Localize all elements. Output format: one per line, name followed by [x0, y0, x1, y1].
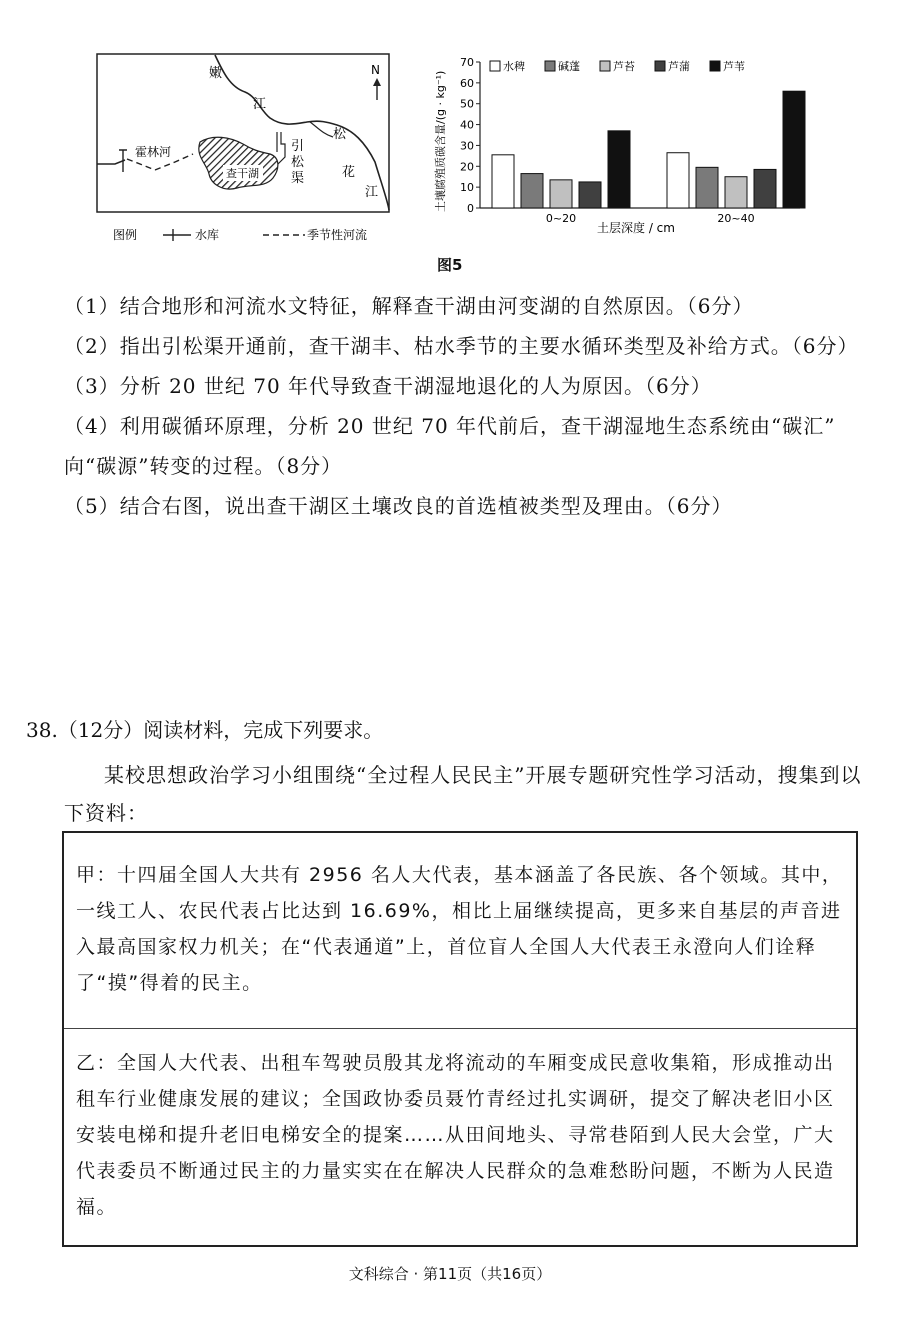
chart-svg [432, 52, 812, 242]
y-tick-label: 20 [460, 160, 474, 174]
legend-label: 芦苇 [723, 60, 745, 73]
y-tick-label: 60 [460, 76, 474, 90]
huolin-label: 霍林河 [135, 145, 172, 159]
y-tick-label: 70 [460, 56, 474, 69]
reservoir-symbol [119, 150, 127, 172]
canal-label-1: 引 [291, 139, 305, 154]
legend-label: 碱蓬 [558, 60, 580, 73]
legend-seasonal: 季节性河流 [307, 228, 368, 242]
legend-label: 芦蒲 [668, 60, 690, 73]
x-axis-label: 土层深度 / cm [597, 221, 675, 235]
y-tick-label: 50 [460, 97, 474, 111]
label-jiang: 江 [365, 185, 379, 200]
material-divider [64, 1028, 856, 1029]
page-footer: 文科综合 · 第11页（共16页） [348, 1265, 552, 1283]
bar [492, 155, 514, 208]
question-38-intro: 某校思想政治学习小组围绕“全过程人民民主”开展专题研究性学习活动，搜集到以下资料： [64, 763, 862, 825]
chagan-lake [199, 137, 278, 189]
legend-swatch [490, 61, 500, 71]
canal-label-2: 松 [291, 155, 305, 170]
legend-reservoir-symbol [163, 229, 191, 241]
question-4-line-1: （4）利用碳循环原理，分析 20 世纪 70 年代前后，查干湖湿地生态系统由“碳汇” [64, 414, 836, 438]
legend-swatch [600, 61, 610, 71]
y-tick-label: 30 [460, 139, 474, 153]
question-5: （5）结合右图，说出查干湖区土壤改良的首选植被类型及理由。（6分） [64, 494, 733, 518]
legend-reservoir: 水库 [195, 228, 220, 242]
question-4-line-2: 向“碳源”转变的过程。（8分） [64, 454, 343, 478]
y-axis-label: 土壤腐殖质碳含量/(g · kg⁻¹) [434, 70, 447, 212]
bar-chart [432, 52, 812, 242]
y-tick-label: 0 [467, 202, 474, 215]
label-nen-2: 江 [253, 97, 267, 112]
question-1: （1）结合地形和河流水文特征，解释查干湖由河变湖的自然原因。（6分） [64, 294, 754, 318]
label-hua: 花 [342, 165, 356, 180]
x-tick-label: 0~20 [545, 212, 577, 225]
y-tick-label: 40 [460, 118, 474, 132]
legend-title: 图例 [113, 228, 138, 242]
question-3: （3）分析 20 世纪 70 年代导致查干湖湿地退化的人为原因。（6分） [64, 374, 712, 398]
bar [521, 174, 543, 208]
bar [725, 177, 747, 208]
question-38-heading: 38.（12分）阅读材料，完成下列要求。 [26, 718, 384, 742]
bar [608, 131, 630, 208]
north-label: N [371, 63, 380, 77]
seasonal-river [127, 159, 155, 170]
north-arrow-head [373, 78, 381, 86]
bar [550, 180, 572, 208]
legend-label: 水稗 [503, 60, 525, 73]
canal-label-3: 渠 [291, 171, 305, 186]
huolin-river [97, 160, 125, 164]
lake-label: 查干湖 [226, 167, 259, 180]
material-jia: 甲：十四届全国人大共有 2956 名人大代表，基本涵盖了各民族、各个领域。其中，一线工人、农民代表占比达到 16.69%，相比上届继续提高，更多来自基层的声音进入最高国家权力机关；在“代表通道”上，首位盲人全国人大代表王永澄向人们诠释了“摸”得着的民主。 [76, 864, 843, 994]
x-tick-label: 20~40 [717, 212, 755, 225]
bar [783, 91, 805, 208]
material-yi: 乙：全国人大代表、出租车驾驶员殷其龙将流动的车厢变成民意收集箱，形成推动出租车行业健康发展的建议；全国政协委员聂竹青经过扎实调研，提交了解决老旧小区安装电梯和提升老旧电梯安全的提案……从田间地头、寻常巷陌到人民大会堂，广大代表委员不断通过民主的力量实实在在解决人民群众的急难愁盼问题，不断为人民造福。 [76, 1052, 835, 1218]
figure-caption: 图5 [437, 256, 463, 274]
material-box [62, 831, 858, 1247]
y-tick-label: 10 [460, 181, 474, 195]
bar [696, 167, 718, 208]
songhua-river [310, 122, 333, 137]
legend-label: 芦苔 [613, 60, 635, 73]
label-nen-1: 嫩 [209, 66, 223, 81]
map-svg [95, 52, 425, 247]
bar [667, 153, 689, 208]
legend-swatch [545, 61, 555, 71]
bar [579, 182, 601, 208]
map-figure [95, 52, 425, 247]
legend-swatch [655, 61, 665, 71]
label-song: 松 [333, 127, 347, 142]
question-2: （2）指出引松渠开通前，查干湖丰、枯水季节的主要水循环类型及补给方式。（6分） [64, 334, 859, 358]
legend-swatch [710, 61, 720, 71]
bar [754, 169, 776, 208]
yinsong-canal [277, 132, 285, 164]
